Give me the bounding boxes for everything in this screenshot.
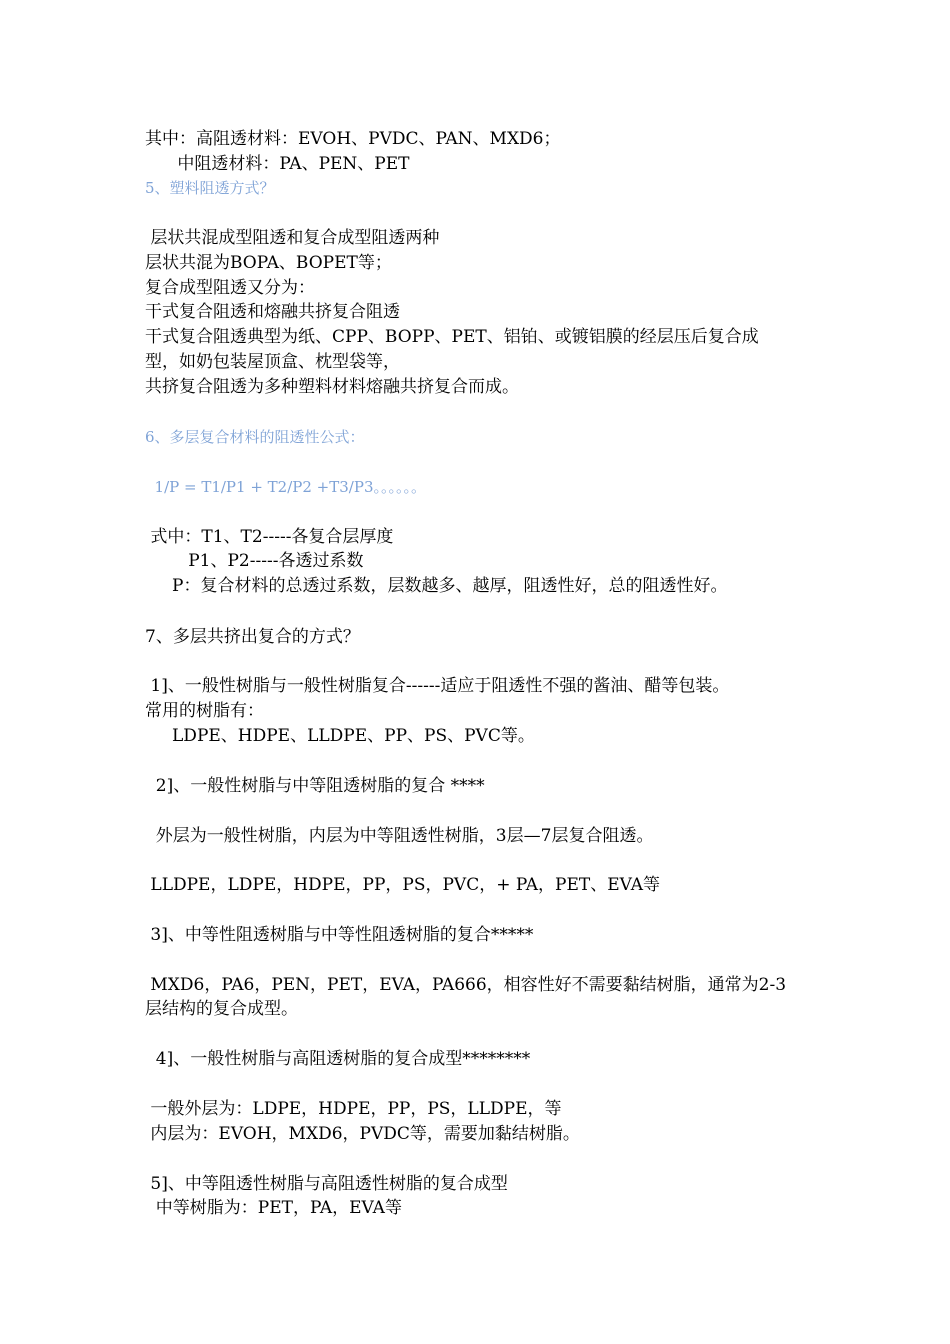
text-line: 层状共混成型阻透和复合成型阻透两种 (145, 228, 440, 248)
text-line: P：复合材料的总透过系数，层数越多、越厚，阻透性好，总的阻透性好。 (145, 576, 728, 596)
text-line: 式中：T1、T2-----各复合层厚度 (145, 527, 394, 547)
text-line: 外层为一般性树脂，内层为中等阻透性树脂，3层—7层复合阻透。 (145, 826, 654, 846)
text-line: 层状共混为BOPA、BOPET等； (145, 253, 392, 273)
text-line: 型，如奶包装屋顶盒、枕型袋等， (145, 352, 400, 372)
text-line: 其中：高阻透材料：EVOH、PVDC、PAN、MXD6； (145, 129, 561, 149)
section-heading: 6、多层复合材料的阻透性公式： (145, 428, 365, 446)
text-line: 一般外层为：LDPE，HDPE，PP，PS，LLDPE，等 (145, 1099, 562, 1119)
text-line: 干式复合阻透和熔融共挤复合阻透 (145, 302, 400, 322)
text-line: 中阻透材料：PA、PEN、PET (145, 154, 410, 174)
text-line: 中等树脂为：PET，PA，EVA等 (145, 1198, 402, 1218)
text-line: LLDPE，LDPE，HDPE，PP，PS，PVC，+ PA，PET、EVA等 (145, 875, 661, 895)
section-heading: 5、塑料阻透方式？ (145, 179, 275, 197)
text-line: 干式复合阻透典型为纸、CPP、BOPP、PET、铝铂、或镀铝膜的经层压后复合成 (145, 327, 759, 347)
text-line: 复合成型阻透又分为： (145, 278, 315, 298)
text-line: 内层为：EVOH，MXD6，PVDC等，需要加黏结树脂。 (145, 1124, 580, 1144)
text-line: MXD6，PA6，PEN，PET，EVA，PA666，相容性好不需要黏结树脂，通常为2-3 (145, 975, 787, 995)
text-line: 共挤复合阻透为多种塑料材料熔融共挤复合而成。 (145, 377, 519, 397)
text-line: 2]、一般性树脂与中等阻透树脂的复合 **** (145, 776, 485, 796)
formula-line: 1/P = T1/P1 + T2/P2 +T3/P3。。。。。。 (145, 478, 426, 496)
text-line: 常用的树脂有： (145, 701, 264, 721)
text-line: 1]、一般性树脂与一般性树脂复合------适应于阻透性不强的酱油、醋等包装。 (145, 676, 730, 696)
text-line: 3]、中等性阻透树脂与中等性阻透树脂的复合***** (145, 925, 534, 945)
text-line: P1、P2-----各透过系数 (145, 551, 364, 571)
section-heading: 7、多层共挤出复合的方式？ (145, 627, 360, 647)
text-line: 4]、一般性树脂与高阻透树脂的复合成型******** (145, 1049, 531, 1069)
text-line: 5]、中等阻透性树脂与高阻透性树脂的复合成型 (145, 1174, 508, 1194)
text-line: LDPE、HDPE、LLDPE、PP、PS、PVC等。 (145, 726, 535, 746)
text-line: 层结构的复合成型。 (145, 999, 298, 1019)
